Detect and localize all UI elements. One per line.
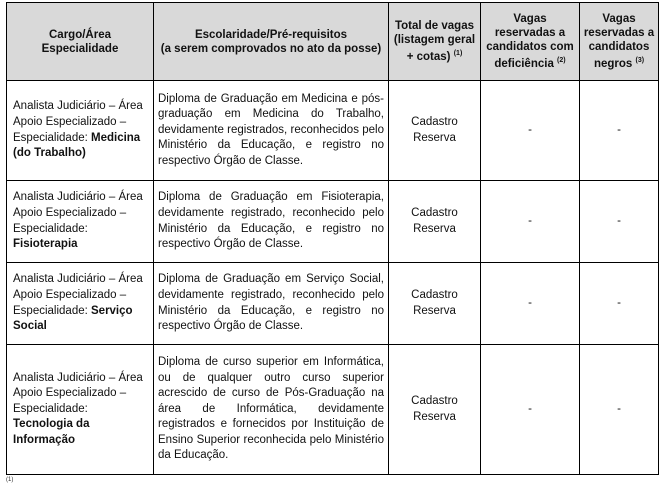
cargo-cell: Analista Judiciário – Área Apoio Especializado – Especialidade: Fisioterapia <box>7 181 154 263</box>
header-escolaridade: Escolaridade/Pré-requisitos (a serem comprovados no ato da posse) <box>154 3 389 81</box>
total-vagas-cell: Cadastro Reserva <box>389 263 481 345</box>
header-total-vagas: Total de vagas (listagem geral + cotas) $^{(1)}$ <box>389 3 481 81</box>
header-row <box>7 3 659 81</box>
total-vagas-cell: Cadastro Reserva <box>389 181 481 263</box>
requisitos-cell: Diploma de Graduação em Fisioterapia, devidamente registrado, reconhecido pelo Ministério da Educação, e registro no respectivo Órgão de Classe. <box>154 181 389 263</box>
header-vagas-deficiencia: Vagas reservadas a candidatos com deficiência $^{(2)}$ <box>481 3 580 81</box>
footnote-marker: (1) <box>6 477 14 483</box>
requisitos-cell: Diploma de curso superior em Informática, ou de qualquer outro curso superior acrescido de curso de Pós-Graduação na área de Informática, devidamente registrados e fornecidos por Instituição de Ensino Superior reconhecida pelo Ministério da Educação. <box>154 345 389 475</box>
requisitos-cell: Diploma de Graduação em Serviço Social, devidamente registrado, reconhecido pelo Ministério da Educação, e registro no respectivo Órgão de Classe. <box>154 263 389 345</box>
header-cargo: Cargo/Área Especialidade <box>7 3 154 81</box>
vagas-deficiencia-cell: - <box>481 181 580 263</box>
header-vagas-negros: Vagas reservadas a candidatos negros $^{(3)}$ <box>580 3 659 81</box>
especialidade-name: Medicina (do Trabalho) <box>13 131 141 160</box>
vagas-deficiencia-cell: - <box>481 345 580 475</box>
vagas-deficiencia-cell: - <box>481 263 580 345</box>
cargo-cell: Analista Judiciário – Área Apoio Especializado – Especialidade: Tecnologia da Informação <box>7 345 154 475</box>
vagas-table <box>6 2 659 475</box>
vagas-negros-cell: - <box>580 81 659 181</box>
vagas-negros-cell: - <box>580 181 659 263</box>
cargo-cell: Analista Judiciário – Área Apoio Especializado – Especialidade: Serviço Social <box>7 263 154 345</box>
table-row <box>7 345 659 475</box>
especialidade-name: Tecnologia da Informação <box>13 418 90 446</box>
total-vagas-cell: Cadastro Reserva <box>389 81 481 181</box>
table-row <box>7 181 659 263</box>
vagas-negros-cell: - <box>580 263 659 345</box>
table-row <box>7 81 659 181</box>
vagas-deficiencia-cell: - <box>481 81 580 181</box>
table-row <box>7 263 659 345</box>
total-vagas-cell: Cadastro Reserva <box>389 345 481 475</box>
requisitos-cell: Diploma de Graduação em Medicina e pós-graduação em Medicina do Trabalho, devidamente registrados, reconhecidos pelo Ministério da Educação, e registro no respectivo Órgão de Classe. <box>154 81 389 181</box>
especialidade-name: Serviço Social <box>13 304 133 333</box>
vagas-negros-cell: - <box>580 345 659 475</box>
cargo-cell: Analista Judiciário – Área Apoio Especializado – Especialidade: Medicina (do Trabalho) <box>7 81 154 181</box>
especialidade-name: Fisioterapia <box>13 238 78 251</box>
